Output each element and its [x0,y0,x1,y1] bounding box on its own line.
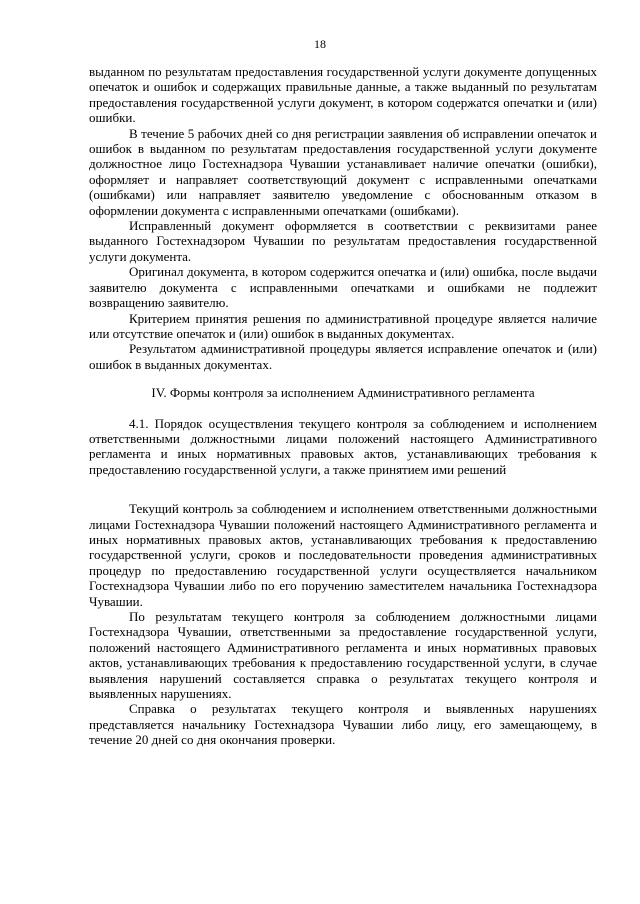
paragraph: Оригинал документа, в котором содержится опечатка и (или) ошибка, после выдачи заявителю документа с исправленными опечатками и ошибками не подлежит возвращению заявителю. [89,264,597,311]
paragraph: В течение 5 рабочих дней со дня регистрации заявления об исправлении опечаток и ошибок в выданном по результатам предоставления государственной услуги документе должностное лицо Гостехнадзора Чувашии устанавливает наличие опечатки (ошибки), оформляет и направляет соответствующий документ с исправленными опечатками (ошибками) или направляет заявителю уведомление с обоснованным отказом в оформлении документа с исправленными опечатками (ошибками). [89,125,597,218]
paragraph: Критерием принятия решения по административной процедуре является наличие или отсутствие опечаток и (или) ошибок в выданных документах. [89,310,597,341]
paragraph: Результатом административной процедуры является исправление опечаток и (или) ошибок в выданных документах. [89,341,597,372]
paragraph: Исправленный документ оформляется в соответствии с реквизитами ранее выданного Гостехнадзором Чувашии по результатам предоставления государственной услуги документа. [89,218,597,264]
page-number: 18 [314,37,326,51]
paragraph: По результатам текущего контроля за соблюдением должностными лицами Гостехнадзора Чувашии, ответственными за предоставление государственной услуги, положений настоящего Административного регламента и иных нормативных правовых актов, устанавливающих требования к предоставлению государственной услуги, в случае выявления нарушений составляется справка о результатах текущего контроля и выявленных нарушениях. [89,609,597,702]
subsection-heading: 4.1. Порядок осуществления текущего контроля за соблюдением и исполнением ответственными должностными лицами положений настоящего Административного регламента и иных нормативных правовых актов, устанавливающих требования к предоставлению государственной услуги, а также принятием ими решений [89,415,597,477]
paragraph: выданном по результатам предоставления государственной услуги документе допущенных опечаток и ошибок и содержащих правильные данные, а также выданный по результатам предоставления государственной услуги документ, в котором содержатся опечатки и (или) ошибки. [89,64,597,126]
section-heading: IV. Формы контроля за исполнением Административного регламента [151,385,535,401]
paragraph: Текущий контроль за соблюдением и исполнением ответственными должностными лицами Гостехнадзора Чувашии положений настоящего Административного регламента и иных нормативных правовых актов, устанавливающих требования к предоставлению государственной услуги, сроков и последовательности проведения административных процедур по предоставлению государственной услуги осуществляется начальником Гостехнадзора Чувашии либо по его поручению заместителем начальника Гостехнадзора Чувашии. [89,501,597,609]
page-body [89,64,597,748]
paragraph: Справка о результатах текущего контроля и выявленных нарушениях представляется начальнику Гостехнадзора Чувашии либо лицу, его замещающему, в течение 20 дней со дня окончания проверки. [89,701,597,748]
